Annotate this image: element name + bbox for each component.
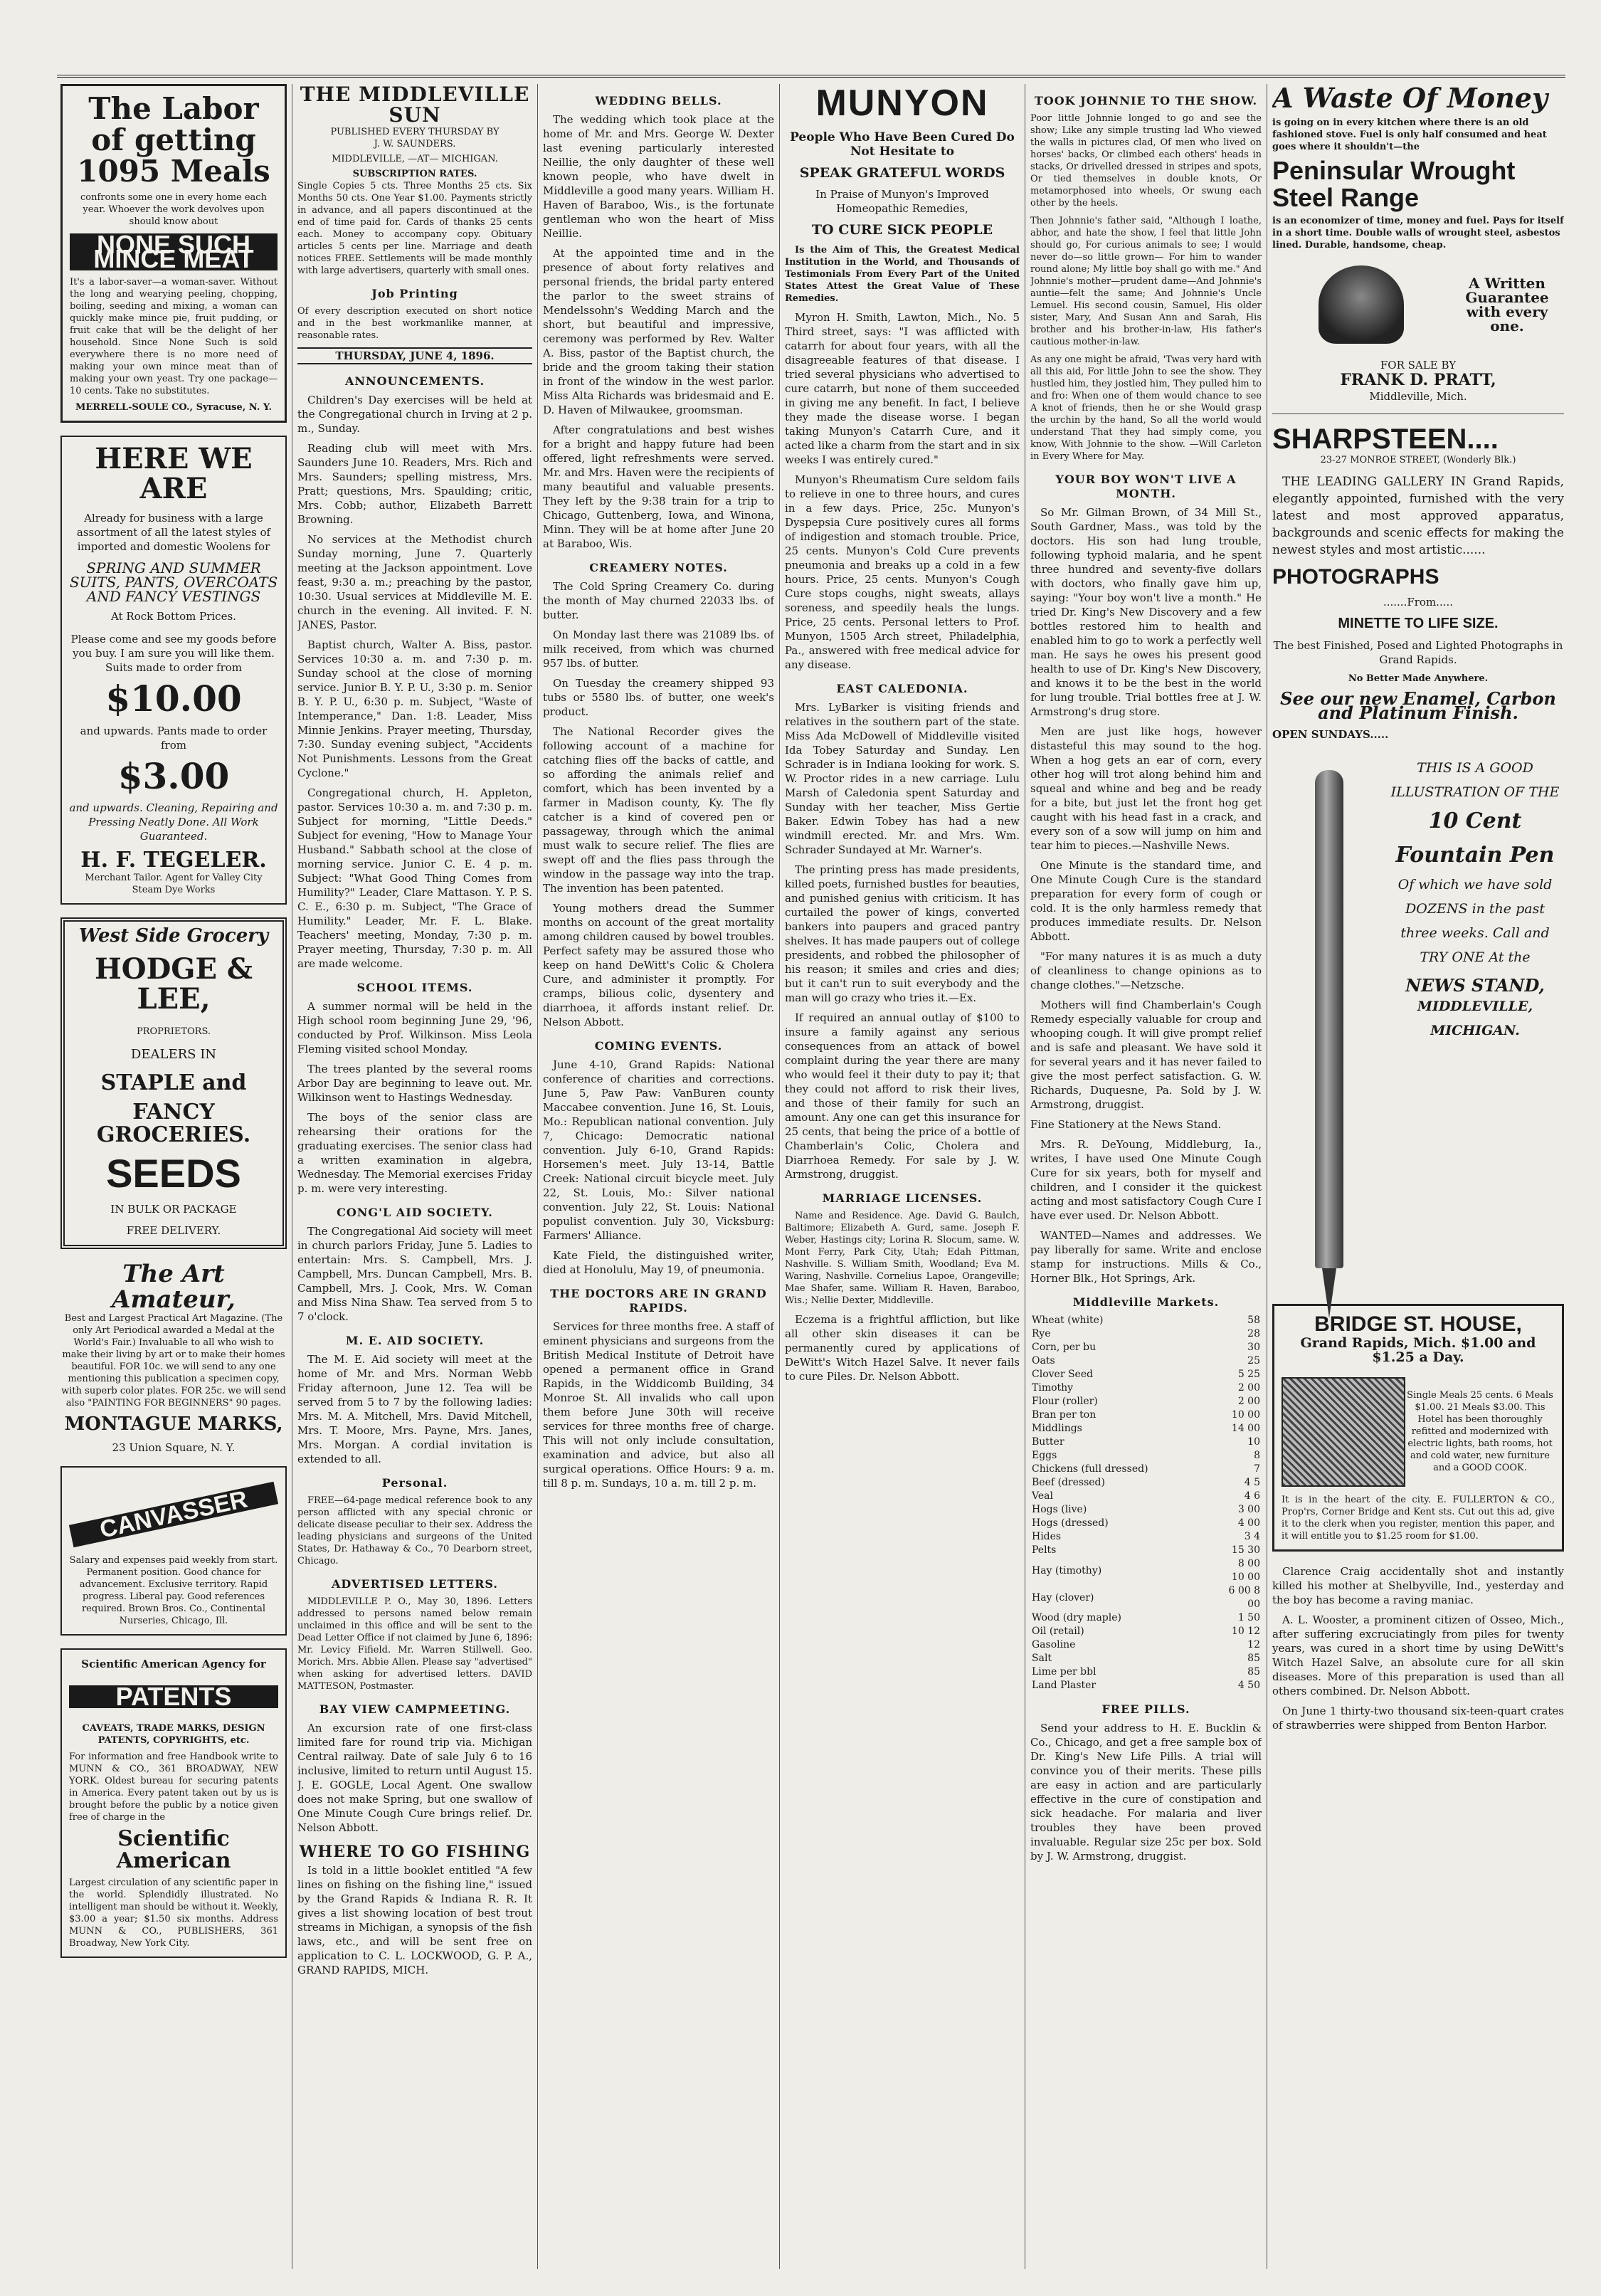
market-item: Butter bbox=[1032, 1436, 1064, 1448]
article-body: "For many natures it is as much a duty of cleanliness to change opinions as to change clothes."—Netzsche. bbox=[1030, 950, 1262, 991]
article-body: One Minute is the standard time, and One Minute Cough Cure is the standard preparation for every form of cough or cold. It is the only harmless remedy that produces immediate results. Dr. Nelson Abbott. bbox=[1030, 859, 1262, 943]
market-item: Hay (clover) bbox=[1032, 1591, 1094, 1603]
section-heading: M. E. AID SOCIETY. bbox=[345, 1333, 485, 1347]
article-body: Is told in a little booklet entitled "A few lines on fishing on the fishing line," issued by the Grand Rapids & Indiana R. R. It gives a list showing location of best trout streams in Michigan, a synopsis of the fish laws, etc., and will be sent free on application to C. L. LOCKWOOD, G. P. A., GRAND RAPIDS, MICH. bbox=[297, 1863, 532, 1976]
article-body: The National Recorder gives the following account of a machine for catching flies off the backs of cattle, and so affording the animals relief and comfort, which has been invented by a farmer in Madison county, Ky. The fly catcher is a kind of covered pen or passageway, through which the animal must walk to secure relief. The flies are swept off and the flies pass through the window in the passage way into the trap. The invention has been patented. bbox=[543, 725, 774, 895]
ad-headline: HERE WE ARE bbox=[95, 442, 253, 506]
market-row bbox=[1030, 1652, 1262, 1665]
column-5 bbox=[1030, 84, 1262, 2269]
column-3 bbox=[543, 84, 774, 2269]
ad-text: Already for business with a large assortment of all the latest styles of imported and domestic Woolens for bbox=[76, 512, 271, 554]
poem: Then Johnnie's father said, "Although I loathe, abhor, and hate the show, I feel that little John should go, For curious animals to see; I would never do—so little grown— For him to wander round alone; My little boy shall go with me." And Johnnie's mother—prudent dame—And Johnnie's auntie—felt the same; And Johnnie's Uncle Lemuel. His second cousin, Samuel, His older sister, Mary, And Susan Ann and Sarah, His brother and his brother-in-law, His father's cautious mother-in-law. bbox=[1030, 216, 1262, 347]
issue-date: THURSDAY, JUNE 4, 1896. bbox=[297, 347, 532, 364]
masthead-publisher: J. W. SAUNDERS. bbox=[374, 138, 456, 149]
market-row bbox=[1030, 1354, 1262, 1368]
market-price: 10 bbox=[1247, 1436, 1260, 1448]
ad-headline: Scientific American Agency for bbox=[81, 1657, 266, 1670]
market-row bbox=[1030, 1611, 1262, 1625]
market-price: 8 bbox=[1254, 1450, 1260, 1461]
market-row bbox=[1030, 1408, 1262, 1422]
ad-text: is going on in every kitchen where there is an old fashioned stove. Fuel is only half consumed and heat goes where it shouldn't—the bbox=[1272, 117, 1547, 152]
article-body: Myron H. Smith, Lawton, Mich., No. 5 Third street, says: "I was afflicted with catarrh for about four years, with all the disagreeable features of that disease. I tried several physicians who advertised to cure catarrh, but none of them succeeded in giving me any benefit. In fact, I believe they made the disease worse. I began taking Munyon's Catarrh Cure, and it acted like a charm from the start and in six weeks I was entirely cured." bbox=[785, 310, 1020, 466]
ad-text: DEALERS IN bbox=[130, 1046, 217, 1062]
article-body: A. L. Wooster, a prominent citizen of Osseo, Mich., after suffering excruciatingly from piles for twenty years, was cured in a short time by using DeWitt's Witch Hazel Salve, an absolute cure for all skin diseases. More of this preparation is used than all others combined. Dr. Nelson Abbott. bbox=[1272, 1613, 1564, 1697]
market-price: 3 4 bbox=[1244, 1531, 1260, 1542]
article-body: On June 1 thirty-two thousand six-teen-quart crates of strawberries were shipped from Benton Harbor. bbox=[1272, 1704, 1564, 1732]
section-heading: Personal. bbox=[381, 1475, 448, 1490]
article-body: The trees planted by the several rooms Arbor Day are beginning to leave out. Mr. Wilkinson went to Hastings Wednesday. bbox=[297, 1062, 532, 1104]
article-body: Eczema is a frightful affliction, but like all other skin diseases it can be permanently cured by applications of DeWitt's Witch Hazel Salve. It never fails to cure Piles. Dr. Nelson Abbott. bbox=[785, 1312, 1020, 1383]
ad-headline: The Labor of getting 1095 Meals bbox=[77, 91, 270, 189]
article-body: Name and Residence. Age. David G. Baulch, Baltimore; Elizabeth A. Gurd, same. Joseph F. Weber, Hastings city; Lorina R. Slocum, same. W. Mont Ferry, Park City, Utah; Edah Pittman, Nashville. S. William Smith, Woodland; Eva M. Waring, Nashville. Cornelius Lapoe, Orangeville; Mae Shafer, same. William R. Haven, Baraboo, Wis.; Nellie Dexter, Middleville. bbox=[785, 1210, 1020, 1306]
market-price: 2 00 bbox=[1237, 1382, 1260, 1394]
market-row bbox=[1030, 1530, 1262, 1544]
range-emblem-icon bbox=[1319, 265, 1404, 344]
market-price: 4 6 bbox=[1244, 1490, 1260, 1502]
tegeler-ad bbox=[60, 436, 287, 905]
article-body: Single Copies 5 cts. Three Months 25 cts. Six Months 50 cts. One Year $1.00. Payments strictly in advance, and all papers discontinued at the end of time paid for. Cards of thanks 25 cents each. Money to accompany copy. Obituary articles 5 cents per line. Marriage and death notices FREE. Settlements will be made monthly with large advertisers, quarterly with small ones. bbox=[297, 180, 532, 276]
poem: Poor little Johnnie longed to go and see the show; Like any simple trusting lad Who viewed the walls in pictures clad, Of men who lived on horses' backs, Or climbed each others' heads in stacks, Or drivelled dressed in stripes and spots, Or tied themselves in double knots, Or metamorphosed into wheels, Or swung each other by the heels. bbox=[1030, 113, 1262, 209]
section-heading: TOOK JOHNNIE TO THE SHOW. bbox=[1034, 94, 1258, 107]
market-row bbox=[1030, 1679, 1262, 1692]
hodge-lee-ad bbox=[60, 917, 287, 1249]
market-price: 4 50 bbox=[1237, 1680, 1260, 1691]
article-body: Mothers will find Chamberlain's Cough Remedy especially valuable for croup and whooping cough. It will give prompt relief and is safe and pleasant. We have sold it for several years and it has never failed to give the most perfect satisfaction. G. W. Richards, Duquesne, Pa. Sold by J. W. Armstrong, druggist. bbox=[1030, 999, 1262, 1111]
market-item: Clover Seed bbox=[1032, 1369, 1094, 1380]
ad-headline: PHOTOGRAPHS bbox=[1272, 564, 1439, 589]
article-body: FREE—64-page medical reference book to any person afflicted with any special chronic or delicate disease peculiar to their sex. Address the leading physicians and surgeons of the United States, Dr. Hathaway & Co., 70 Dearborn street, Chicago. bbox=[297, 1495, 532, 1566]
article-body: At the appointed time and in the presence of about forty relatives and personal friends, the bridal party entered the parlor to the sweet strains of Mendelssohn's Wedding March and the short, but beautiful and impressive, ceremony was performed by Rev. Walter A. Biss, pastor of the Baptist church, the bride and the groom taking their station in front of the window in the west parlor. Miss Alta Richards was bridesmaid and E. D. Haven of Milwaukee, groomsman. bbox=[543, 247, 774, 416]
market-row bbox=[1030, 1341, 1262, 1354]
ad-text: Grand Rapids, Mich. $1.00 and $1.25 a Day. bbox=[1300, 1334, 1536, 1365]
ad-text: See our new Enamel, Carbon and Platinum Finish. bbox=[1280, 688, 1556, 724]
column-6 bbox=[1272, 84, 1564, 2269]
masthead-title: THE MIDDLEVILLE SUN bbox=[300, 84, 530, 127]
article-body: No services at the Methodist church Sunday morning, June 7. Quarterly meeting at the Jackson appointment. Love feast, 9:30 a. m.; preaching by the pastor, 10:30. Usual services at Middleville M. E. church in the evening. All invited. F. N. JANES, Pastor. bbox=[297, 532, 532, 631]
ad-text: It's a labor-saver—a woman-saver. Without the long and wearying peeling, chopping, boiling, seeding and mixing, a woman can quickly make mince pie, fruit pudding, or fruit cake that will be the delight of her household. Since None Such is sold everywhere there is no more need of making your own mince meat than of making your own yeast. Try one package—10 cents. Take no substitutes. bbox=[70, 277, 278, 397]
ad-text: IN BULK OR PACKAGE bbox=[110, 1203, 237, 1216]
article-body: Munyon's Rheumatism Cure seldom fails to relieve in one to three hours, and cures in a few days. Price, 25c. Munyon's Dyspepsia Cure positively cures all forms of indigestion and stomach trouble. Price, 25 cents. Munyon's Cold Cure prevents pneumonia and breaks up a cold in a few hours. Price, 25 cents. Munyon's Cough Cure stops coughs, night sweats, allays soreness, and speedily heals the lungs. Price, 25 cents. Personal letters to Prof. Munyon, 1505 Arch street, Philadelphia, Pa., answered with free medical advice for any disease. bbox=[785, 473, 1020, 671]
ad-text: FOR SALE BY bbox=[1380, 359, 1457, 372]
section-heading: EAST CALEDONIA. bbox=[836, 681, 968, 695]
ad-text: PROPRIETORS. bbox=[136, 1026, 211, 1037]
market-item: Flour (roller) bbox=[1032, 1396, 1098, 1407]
ad-text: Of which we have sold DOZENS in the past three weeks. Call and TRY ONE At the bbox=[1397, 877, 1553, 966]
section-heading: WEDDING BELLS. bbox=[595, 94, 722, 107]
brand-name: HODGE & LEE, bbox=[94, 952, 253, 1016]
ad-signature: MERRELL-SOULE CO., Syracuse, N. Y. bbox=[75, 402, 273, 414]
market-item: Hay (timothy) bbox=[1032, 1564, 1102, 1576]
market-row bbox=[1030, 1638, 1262, 1652]
brand-name: Peninsular Wrought Steel Range bbox=[1272, 155, 1516, 212]
market-price: 25 bbox=[1247, 1355, 1260, 1366]
article-body: Children's Day exercises will be held at the Congregational church in Irving at 2 p. m., Sunday. bbox=[297, 393, 532, 435]
market-item: Hogs (live) bbox=[1032, 1504, 1087, 1515]
ad-text: is an economizer of time, money and fuel. Pays for itself in a short time. Double walls of wrought steel, asbestos lined. Durable, handsome, cheap. bbox=[1272, 216, 1564, 251]
none-such-ad bbox=[60, 84, 287, 423]
article-body: The Cold Spring Creamery Co. during the month of May churned 22033 lbs. of butter. bbox=[543, 580, 774, 621]
market-item: Gasoline bbox=[1032, 1639, 1076, 1650]
ad-text: 23 Union Square, N. Y. bbox=[112, 1441, 236, 1454]
market-table bbox=[1030, 1314, 1262, 1692]
ad-text: SPRING AND SUMMER SUITS, PANTS, OVERCOATS AND FANCY VESTINGS bbox=[69, 559, 278, 606]
article-body: The Congregational Aid society will meet in church parlors Friday, June 5. Ladies to entertain: Mrs. S. Campbell, Mrs. J. Campbell, Mrs. Duncan Campbell, Mrs. B. Campbell, Mrs. J. Cook, Mrs. W. Coman and Miss Nina Shaw. Tea served from 5 to 7 o'clock. bbox=[297, 1224, 532, 1323]
ad-text: It is in the heart of the city. E. FULLERTON & CO., Prop'rs, Corner Bridge and Kent sts. Cut out this ad, give it to the clerk when you register, mention this paper, and it will entitle you to $1.25 room for $1.00. bbox=[1282, 1494, 1555, 1542]
article-body: WANTED—Names and addresses. We pay liberally for same. Write and enclose stamp for instructions. Mills & Co., Horner Blk., Hot Springs, Ark. bbox=[1030, 1229, 1262, 1285]
ad-text: SEEDS bbox=[106, 1151, 241, 1196]
market-row bbox=[1030, 1490, 1262, 1503]
ad-text: .......From..... bbox=[1383, 596, 1454, 609]
section-heading: THE DOCTORS ARE IN GRAND RAPIDS. bbox=[550, 1287, 767, 1315]
section-heading: WHERE TO GO FISHING bbox=[299, 1842, 531, 1861]
ad-text: Single Meals 25 cents. 6 Meals $1.00. 21 Meals $3.00. This Hotel has been thoroughly refitted and modernized with electric lights, bath rooms, hot and cold water, new furniture and a GOOD COOK. bbox=[1407, 1390, 1553, 1474]
article-body: Services for three months free. A staff of eminent physicians and surgeons from the British Medical Institute of Detroit have opened a permanent office in Grand Rapids, in the Widdicomb Building, 34 Monroe St. All invalids who call upon them before June 30th will receive services for three months free of charge. This will not only include consultation, examination and advice, but also all surgical operations. Office Hours: 9 a. m. till 8 p. m. Sundays, 10 a. m. till 2 p. m. bbox=[543, 1320, 774, 1490]
article-body: Baptist church, Walter A. Biss, pastor. Services 10:30 a. m. and 7:30 p. m. Sunday school at the close of morning service. Junior B. Y. P. U., 3:30 p. m. Senior B. Y. P. U., 6:30 p. m. Subject, "Waste of Intemperance," Dan. 1:8. Leader, Miss Minnie Jenkins. Prayer meeting, Thursday, 7:30. Sunday evening subject, "Accidents Not Punishments. Lessons from the Great Cyclone." bbox=[297, 638, 532, 779]
market-item: Pelts bbox=[1032, 1544, 1057, 1556]
ad-headline: 10 Cent Fountain Pen bbox=[1395, 809, 1555, 868]
market-row bbox=[1030, 1584, 1262, 1611]
scientific-american-ad bbox=[60, 1648, 287, 1958]
ad-text: 23-27 MONROE STREET, (Wonderly Blk.) bbox=[1320, 454, 1516, 465]
section-heading: SCHOOL ITEMS. bbox=[356, 980, 473, 994]
article-body: Congregational church, H. Appleton, pastor. Services 10:30 a. m. and 7:30 p. m. Subject for morning, "Little Deeds." Subject for evening, "How to Manage Your Husband." Sabbath school at the close of morning service. Junior C. E. 4 p. m. Subject: "What Good Thing Comes from Humility?" Leader, Clare Mattason. Y. P. S. C. E., 6:30 p. m. Subject, "The Grace of Humility." Leader, Mr. F. L. Blake. Teachers' meeting, Monday, 7:30 p. m. Prayer meeting, Thursday, 7:30 p. m. All are made welcome. bbox=[297, 786, 532, 970]
section-heading: ANNOUNCEMENTS. bbox=[344, 374, 485, 388]
art-amateur-ad bbox=[60, 1262, 287, 1455]
article-body: The M. E. Aid society will meet at the home of Mr. and Mrs. Norman Webb Friday afternoon, June 12. Tea will be served from 5 to 7 by the following ladies: Mrs. M. A. Mitchell, Mrs. David Mitchell, Mrs. T. Moore, Mrs. Payne, Mrs. Janes, Mrs. Morgan. A cordial invitation is extended to all. bbox=[297, 1352, 532, 1465]
article-body: If required an annual outlay of $100 to insure a family against any serious consequences from an attack of bowel complaint during the year there are many who would feel it their duty to pay it; that they could not afford to risk their lives, and those of their family for such an amount. Any one can get this insurance for 25 cents, that being the price of a bottle of Chamberlain's Colic, Cholera and Diarrhoea Remedy. For sale by J. W. Armstrong, druggist. bbox=[785, 1011, 1020, 1181]
article-body: Mrs. LyBarker is visiting friends and relatives in the southern part of the state. Miss Ada McDowell of Middleville visited Ida Tobey Saturday and Sunday. Len Schrader is in Indiana looking for work. S. W. Proctor rides in a new carriage. Lulu Marsh of Caledonia spent Saturday and Sunday with her teacher, Miss Gertie Baker. Edwin Tobey has had a new windmill erected. Mr. and Mrs. Wm. Schrader Sundayed at Mr. Warner's. bbox=[785, 700, 1020, 856]
waiter-illustration-icon bbox=[1282, 1377, 1405, 1487]
market-item: Land Plaster bbox=[1032, 1680, 1097, 1691]
ad-text: STAPLE and bbox=[100, 1070, 247, 1095]
article-body: An excursion rate of one first-class limited fare for round trip via. Michigan Central railway. Date of sale July 6 to 16 inclusive, limited to return until August 15. J. E. GOGLE, Local Agent. One swallow does not make Spring, but one swallow of One Minute Cough Cure brings relief. Dr. Nelson Abbott. bbox=[297, 1721, 532, 1834]
article-body: A summer normal will be held in the High school room beginning June 29, '96, conducted by Prof. Wilkinson. Miss Leola Fleming visited school Monday. bbox=[297, 999, 532, 1055]
bridge-house-ad bbox=[1272, 1304, 1564, 1552]
ad-headline: West Side Grocery bbox=[78, 925, 269, 947]
market-price: 1 50 bbox=[1237, 1612, 1260, 1623]
article-body: Fine Stationery at the News Stand. bbox=[1030, 1118, 1222, 1131]
section-heading: Middleville Markets. bbox=[1072, 1295, 1220, 1309]
ad-text: Best and Largest Practical Art Magazine. (The only Art Periodical awarded a Medal at the World's Fair.) Invaluable to all who wish to make their living by art or to make their homes beautiful. FOR 10c. we will send to any one mentioning this publication a specimen copy, with superb color plates. FOR 25c. we will send also "PAINTING FOR BEGINNERS" 90 pages. bbox=[61, 1313, 286, 1409]
ad-headline: BRIDGE ST. HOUSE, bbox=[1314, 1312, 1522, 1337]
market-row bbox=[1030, 1557, 1262, 1584]
ad-text: Scientific American bbox=[116, 1826, 231, 1874]
market-price: 15 30 bbox=[1231, 1544, 1260, 1556]
market-price: 85 bbox=[1247, 1653, 1260, 1664]
market-item: Oats bbox=[1032, 1355, 1055, 1366]
market-item: Chickens (full dressed) bbox=[1032, 1463, 1148, 1475]
masthead-location: MIDDLEVILLE, —AT— MICHIGAN. bbox=[332, 153, 498, 164]
top-rule bbox=[57, 75, 1565, 78]
ad-text: In Praise of Munyon's Improved Homeopathic Remedies, bbox=[815, 187, 989, 215]
market-item: Timothy bbox=[1032, 1382, 1074, 1394]
market-price: 85 bbox=[1247, 1666, 1260, 1678]
section-heading: MARRIAGE LICENSES. bbox=[822, 1191, 983, 1205]
pen-ad bbox=[1272, 756, 1564, 1283]
ad-text: PATENTS bbox=[69, 1685, 278, 1708]
masthead-subtitle: PUBLISHED EVERY THURSDAY BY bbox=[330, 126, 500, 137]
market-price: 6 00 8 00 bbox=[1228, 1585, 1260, 1610]
article-body: On Tuesday the creamery shipped 93 tubs or 5580 lbs. of butter, one week's product. bbox=[543, 677, 774, 718]
ad-text: Largest circulation of any scientific paper in the world. Splendidly illustrated. No intelligent man should be without it. Weekly, $3.00 a year; $1.50 six months. Address MUNN & CO., PUBLISHERS, 361 Broadway, New York City. bbox=[69, 1877, 278, 1949]
market-price: 14 00 bbox=[1231, 1423, 1260, 1434]
article-body: The wedding which took place at the home of Mr. and Mrs. George W. Dexter last evening particularly interested Neillie, the only daughter of these well known people, who have dwelt in Middleville a good many years. William H. Haven of Baraboo, Wis., is the fortunate gentleman who won the heart of Miss Neillie. bbox=[543, 113, 774, 240]
article-body: Reading club will meet with Mrs. Saunders June 10. Readers, Mrs. Rich and Mrs. Saunders; spelling mistress, Mrs. Pratt; questions, Mrs. Spaulding; critic, Mrs. Cobb; author, Elizabeth Barrett Browning. bbox=[297, 441, 532, 526]
market-item: Corn, per bu bbox=[1032, 1342, 1097, 1353]
market-item: Oil (retail) bbox=[1032, 1626, 1084, 1637]
section-heading: ADVERTISED LETTERS. bbox=[332, 1576, 498, 1591]
article-body: Mrs. R. DeYoung, Middleburg, Ia., writes, I have used One Minute Cough Cure for six years, both for myself and children, and I consider it the quickest acting and most satisfactory Cough Cure I have ever used. Dr. Nelson Abbott. bbox=[1030, 1138, 1262, 1222]
article-body: Young mothers dread the Summer months on account of the great mortality among children caused by bowel troubles. Perfect safety may be assured those who keep on hand DeWitt's Colic & Cholera Cure, and administer it promptly. For cramps, bilious colic, dysentery and diarrhoea, it affords instant relief. Dr. Nelson Abbott. bbox=[543, 902, 774, 1028]
market-price: 8 00 10 00 bbox=[1231, 1558, 1260, 1583]
article-body: Clarence Craig accidentally shot and instantly killed his mother at Shelbyville, Ind., yesterday and the boy has become a raving maniac. bbox=[1272, 1564, 1564, 1606]
market-row bbox=[1030, 1395, 1262, 1408]
article-body: Kate Field, the distinguished writer, died at Honolulu, May 19, of pneumonia. bbox=[543, 1249, 774, 1276]
brand-name: SHARPSTEEN.... bbox=[1272, 423, 1499, 455]
market-price: 7 bbox=[1254, 1463, 1260, 1475]
ad-text: Salary and expenses paid weekly from start. Permanent position. Good chance for advancement. Exclusive territory. Rapid progress. Liberal pay. Good references required. Brown Bros. Co., Continental Nurseries, Chicago, Ill. bbox=[69, 1554, 278, 1626]
ad-text: At Rock Bottom Prices. bbox=[111, 610, 236, 623]
article-body: The boys of the senior class are rehearsing their orations for the graduating exercises. The senior class had a written examination in algebra, Wednesday. The Memorial exercises Friday p. m. were very interesting. bbox=[297, 1110, 532, 1195]
market-item: Eggs bbox=[1032, 1450, 1057, 1461]
fountain-pen-icon bbox=[1315, 770, 1343, 1268]
ad-text: Please come and see my goods before you buy. I am sure you will like them. Suits made to order from bbox=[70, 633, 277, 675]
ad-text: and upwards. Cleaning, Repairing and Pressing Neatly Done. All Work Guaranteed. bbox=[69, 801, 278, 843]
ad-text: Is the Aim of This, the Greatest Medical Institution in the World, and Thousands of Testimonials From Every Part of the United States Attest the Great Value of These Remedies. bbox=[785, 244, 1020, 304]
section-heading: CREAMERY NOTES. bbox=[589, 561, 728, 574]
market-item: Salt bbox=[1032, 1653, 1052, 1664]
market-price: 4 00 bbox=[1237, 1517, 1260, 1529]
price: $10.00 bbox=[105, 678, 242, 720]
article-body: Men are just like hogs, however distasteful this may sound to the hog. When a hog gets an ear of corn, every other hog will trot along behind him and squeal and whine and beg and be ready for a bite, but just let the front hog get caught with his head fast in a crack, and every son of a sow will jump on him and tear him to pieces.—Nashville News. bbox=[1030, 725, 1262, 852]
market-row bbox=[1030, 1327, 1262, 1341]
market-row bbox=[1030, 1625, 1262, 1638]
market-row bbox=[1030, 1476, 1262, 1490]
market-row bbox=[1030, 1422, 1262, 1436]
ad-text: and upwards. Pants made to order from bbox=[80, 724, 268, 752]
article-body: On Monday last there was 21089 lbs. of milk received, from which was churned 957 lbs. of butter. bbox=[543, 628, 774, 670]
section-heading: COMING EVENTS. bbox=[594, 1039, 723, 1053]
ad-headline: A Waste Of Money bbox=[1272, 84, 1548, 114]
market-item: Bran per ton bbox=[1032, 1409, 1097, 1421]
ad-text: confronts some one in every home each year. Whoever the work devolves upon should know about bbox=[80, 192, 267, 228]
market-price: 2 00 bbox=[1237, 1396, 1260, 1407]
section-heading: FREE PILLS. bbox=[1101, 1702, 1190, 1716]
price: $3.00 bbox=[117, 754, 230, 797]
market-row bbox=[1030, 1517, 1262, 1530]
market-row bbox=[1030, 1463, 1262, 1476]
poem: As any one might be afraid, 'Twas very hard with all this aid, For little John to see the show. They hustled him, they jostled him, They pulled him to and fro: When one of them would chance to see A knot of friends, then he or she Would grasp the urchin by the hand, So all the world would understand That they had simply come, you know, With Johnnie to the show. —Will Carleton in Every Where for May. bbox=[1030, 354, 1262, 462]
ad-subheadline: People Who Have Been Cured Do Not Hesitate to bbox=[790, 130, 1015, 159]
section-heading: YOUR BOY WON'T LIVE A MONTH. bbox=[1055, 473, 1237, 500]
column-2 bbox=[297, 84, 532, 2269]
market-row bbox=[1030, 1368, 1262, 1381]
article-body: The printing press has made presidents, killed poets, furnished bustles for beauties, and punished genius with criticism. It has curtailed the power of kings, converted bankers into paupers and graced pantry shelves. It has made paupers out of college presidents, and robbed the philosopher of his reason; it smiles and cries and dies; but it can't run to suit everybody and the man will go crazy who tries it.—Ex. bbox=[785, 863, 1020, 1004]
section-heading: SUBSCRIPTION RATES. bbox=[352, 168, 477, 179]
ad-headline: MUNYON bbox=[815, 84, 989, 124]
market-row bbox=[1030, 1544, 1262, 1557]
market-item: Hides bbox=[1032, 1531, 1062, 1542]
section-heading: CONG'L AID SOCIETY. bbox=[337, 1205, 493, 1219]
range-ad bbox=[1272, 84, 1564, 404]
article-body: MIDDLEVILLE P. O., May 30, 1896. Letters addressed to persons named below remain unclaimed in this office and will be sent to the Dead Letter Office if not claimed by June 6, 1896: Mr. Levicy Fifield. Mr. Warren Stillwell. Geo. Morich. Mrs. Abbie Allen. Please say "advertised" when asking for advertised letters. DAVID MATTESON, Postmaster. bbox=[297, 1596, 532, 1692]
ad-signature: MONTAGUE MARKS, bbox=[64, 1413, 283, 1436]
article-body: Send your address to H. E. Bucklin & Co., Chicago, and get a free sample box of Dr. King's New Life Pills. A trial will convince you of their merits. These pills are easy in action and are particularly effective in the cure of constipation and sick headache. For malaria and liver troubles they have been proved invaluable. Regular size 25c per box. Sold by J. W. Armstrong, druggist. bbox=[1030, 1722, 1262, 1863]
column-4 bbox=[785, 84, 1020, 2269]
market-price: 5 25 bbox=[1237, 1369, 1260, 1380]
market-row bbox=[1030, 1436, 1262, 1449]
market-price: 58 bbox=[1247, 1315, 1260, 1326]
market-item: Wood (dry maple) bbox=[1032, 1612, 1121, 1623]
ad-text: FREE DELIVERY. bbox=[126, 1224, 221, 1238]
ad-text: No Better Made Anywhere. bbox=[1348, 673, 1489, 685]
ad-text: FANCY GROCERIES. bbox=[96, 1100, 251, 1147]
ad-text: MINETTE TO LIFE SIZE. bbox=[1338, 616, 1499, 632]
section-heading: BAY VIEW CAMPMEETING. bbox=[319, 1702, 511, 1716]
ad-text: THE LEADING GALLERY IN Grand Rapids, elegantly appointed, furnished with the very latest and most approved apparatus, backgrounds and scenic effects for making the newest styles and most artistic...... bbox=[1272, 474, 1564, 557]
article-body: So Mr. Gilman Brown, of 34 Mill St., South Gardner, Mass., was told by the doctors. His son had lung trouble, following typhoid malaria, and he spent three hundred and seventy-five dollars with doctors, who finally gave him up, saying: "Your boy won't live a month." He tried Dr. King's New Discovery and a few bottles restored him to health and enabled him to go to work a perfectly well man. He says he owes his present good health to use of Dr. King's New Discovery, and knows it to be the best in the world for lung trouble. Trial bottles free at J. W. Armstrong's drug store. bbox=[1030, 506, 1262, 718]
market-price: 12 bbox=[1247, 1639, 1260, 1650]
market-price: 10 00 bbox=[1231, 1409, 1260, 1421]
article-body: Of every description executed on short notice and in the best workmanlike manner, at reasonable rates. bbox=[297, 305, 532, 341]
ad-subheadline: TO CURE SICK PEOPLE bbox=[811, 221, 993, 238]
market-row bbox=[1030, 1314, 1262, 1327]
article-body: After congratulations and best wishes for a bright and happy future had been offered, light refreshments were served. Mr. and Mrs. Haven were the recipients of many beautiful and valuable presents. They left by the 9:38 train for a trip to Chicago, Guttenberg, Iowa, and Winona, Minn. They will be at home after June 20 at Baraboo, Wis. bbox=[543, 423, 774, 550]
ad-headline: The Art Amateur, bbox=[112, 1260, 236, 1314]
market-price: 3 00 bbox=[1237, 1504, 1260, 1515]
market-row bbox=[1030, 1449, 1262, 1463]
ad-subheadline: SPEAK GRATEFUL WORDS bbox=[799, 164, 1005, 181]
market-item: Wheat (white) bbox=[1032, 1315, 1104, 1326]
column-divider bbox=[537, 84, 538, 2269]
market-item: Rye bbox=[1032, 1328, 1051, 1339]
ad-text: A Written Guarantee with every one. bbox=[1465, 275, 1549, 335]
article-body: June 4-10, Grand Rapids: National conference of charities and corrections. June 5, Paw Paw: VanBuren county Maccabee convention. June 16, St. Louis, Mo.: Republican national convention. July 7, Chicago: Democratic national convention. July 6-10, Grand Rapids: Horsemen's meet. July 13-14, Battle Creek: National circuit bicycle meet. July 22, St. Louis, Mo.: Silver national convention. July 22, St. Louis: National populist convention. July 30, Vicksburg: Farmers' Alliance. bbox=[543, 1058, 774, 1242]
section-heading: Job Printing bbox=[371, 286, 458, 300]
market-row bbox=[1030, 1665, 1262, 1679]
market-row bbox=[1030, 1503, 1262, 1517]
ad-text: The best Finished, Posed and Lighted Photographs in Grand Rapids. bbox=[1273, 639, 1563, 667]
ad-signature: FRANK D. PRATT, bbox=[1340, 371, 1496, 390]
ad-text: Merchant Tailor. Agent for Valley City Steam Dye Works bbox=[85, 872, 263, 895]
brand-name: NONE SUCH MINCE MEAT bbox=[70, 233, 278, 270]
market-item: Lime per bbl bbox=[1032, 1666, 1097, 1678]
ad-text: For information and free Handbook write to MUNN & CO., 361 BROADWAY, NEW YORK. Oldest bureau for securing patents in America. Every patent taken out by us is brought before the public by a notice given free of charge in the bbox=[69, 1751, 278, 1823]
market-row bbox=[1030, 1381, 1262, 1395]
market-price: 10 12 bbox=[1231, 1626, 1260, 1637]
canvasser-ad bbox=[60, 1466, 287, 1636]
market-item: Hogs (dressed) bbox=[1032, 1517, 1109, 1529]
sharpsteen-ad bbox=[1272, 424, 1564, 742]
ad-signature: NEWS STAND, bbox=[1405, 975, 1545, 996]
market-item: Middlings bbox=[1032, 1423, 1082, 1434]
ad-signature: H. F. TEGELER. bbox=[80, 848, 267, 873]
column-divider bbox=[779, 84, 780, 2269]
market-item: Beef (dressed) bbox=[1032, 1477, 1105, 1488]
ad-text: THIS IS A GOOD ILLUSTRATION OF THE bbox=[1390, 760, 1560, 801]
ad-headline: CANVASSER bbox=[69, 1482, 278, 1547]
ad-text: OPEN SUNDAYS..... bbox=[1272, 728, 1389, 742]
market-price: 30 bbox=[1247, 1342, 1260, 1353]
ad-text: MIDDLEVILLE, MICHIGAN. bbox=[1417, 999, 1533, 1039]
ad-text: CAVEATS, TRADE MARKS, DESIGN PATENTS, COPYRIGHTS, etc. bbox=[82, 1722, 265, 1746]
market-item: Veal bbox=[1032, 1490, 1053, 1502]
column-1 bbox=[60, 84, 287, 2269]
ad-text: Middleville, Mich. bbox=[1369, 389, 1467, 403]
market-price: 4 5 bbox=[1244, 1477, 1260, 1488]
market-price: 28 bbox=[1247, 1328, 1260, 1339]
